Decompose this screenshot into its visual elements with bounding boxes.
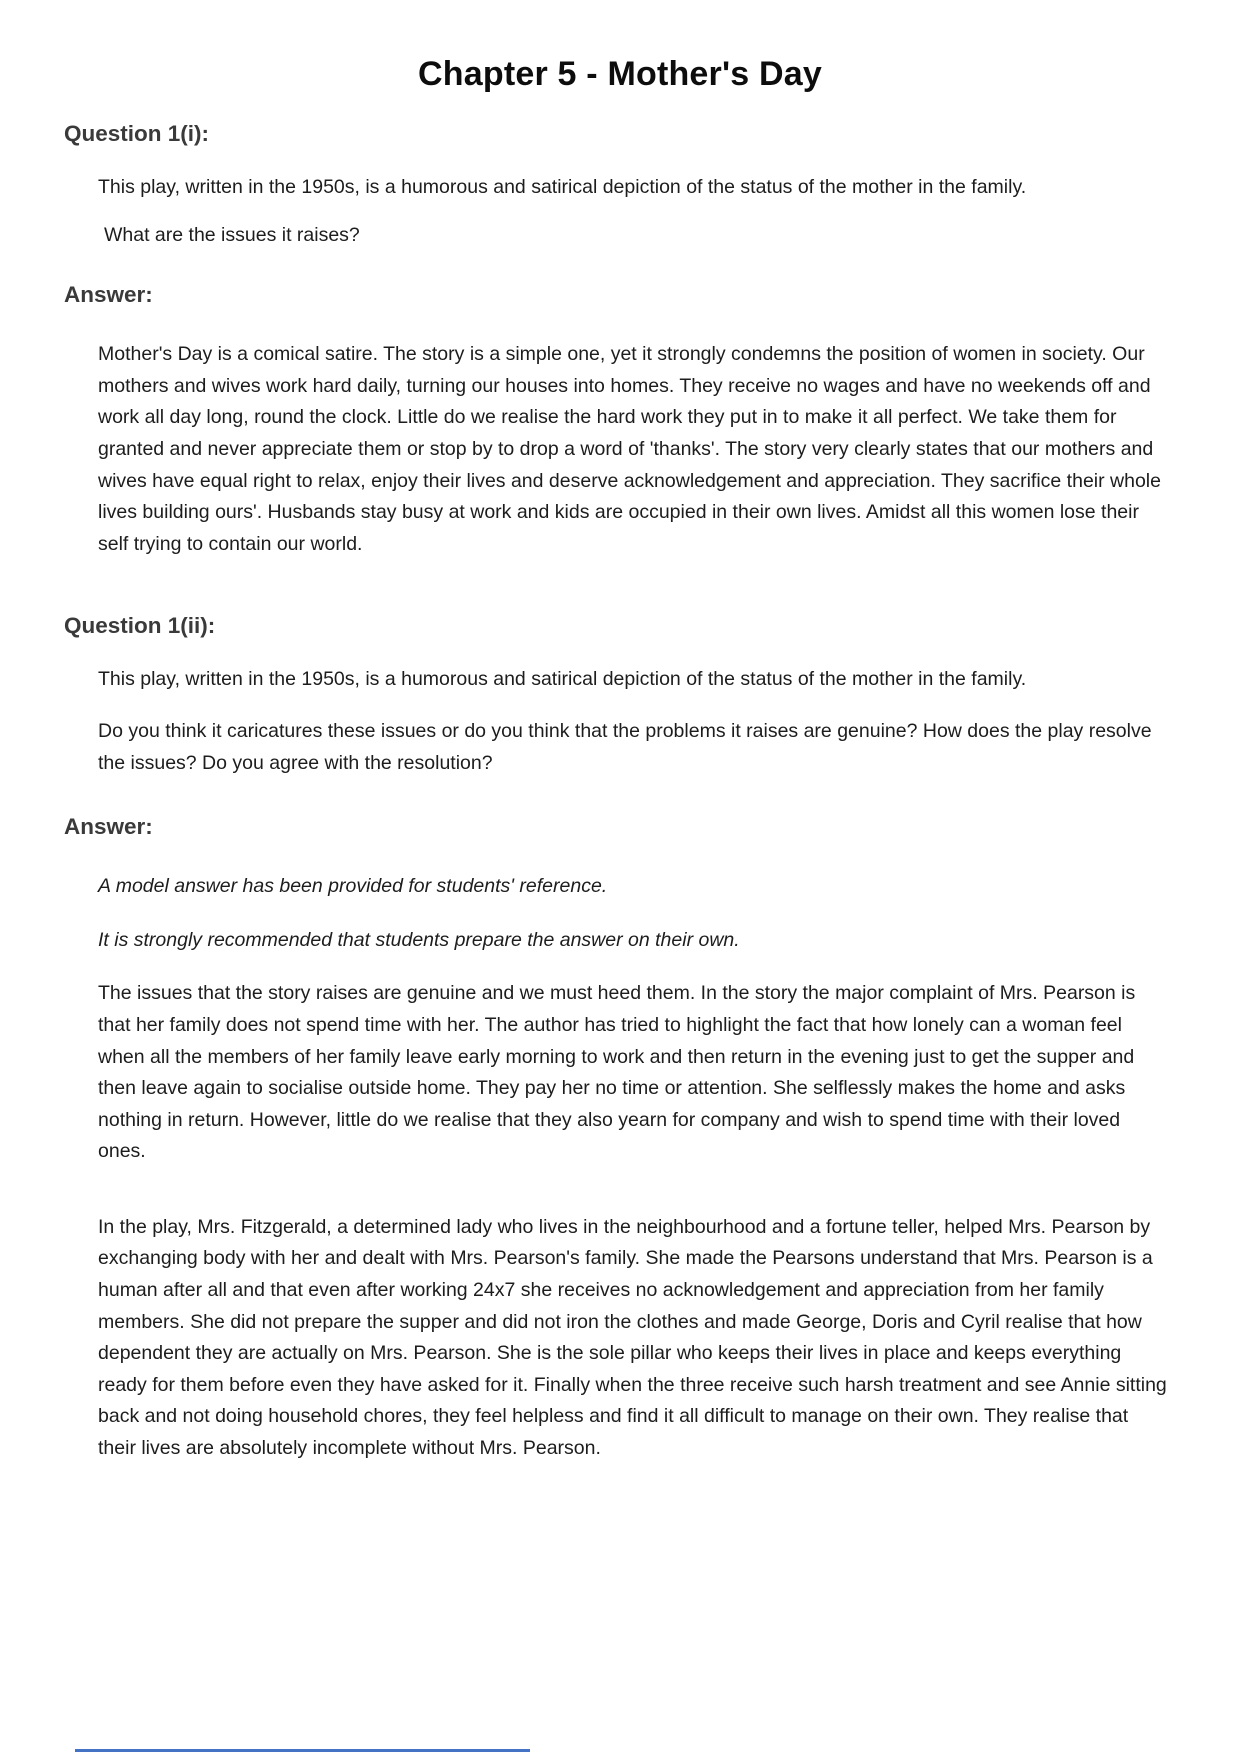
answer-1ii-body-paragraph-2: In the play, Mrs. Fitzgerald, a determined lady who lives in the neighbourhood and a fortune teller, helped Mrs. Pearson by exchanging body with her and dealt with Mrs. Pearson's family. She made the Pearsons understand that Mrs. Pearson is a human after all and that even after working 24x7 she receives no acknowledgement and appreciation from her family members. She did not prepare the supper and did not iron the clothes and made George, Doris and Cyril realise that how dependent they are actually on Mrs. Pearson. She is the sole pillar who keeps their lives in place and keeps everything ready for them before even they have asked for it. Finally when the three receive such harsh treatment and see Annie sitting back and not doing household chores, they feel helpless and find it all difficult to manage on their own. They realise that their lives are absolutely incomplete without Mrs. Pearson.	[98, 1215, 1167, 1460]
question-1i-section	[0, 120, 1240, 251]
question-1ii-question-text: Do you think it caricatures these issues or do you think that the problems it raises are genuine? How does the play resolve the issues? Do you agree with the resolution?	[98, 719, 1152, 774]
answer-1i-body-text: Mother's Day is a comical satire. The story is a simple one, yet it strongly condemns the position of women in society. Our mothers and wives work hard daily, turning our houses into homes. They receive no wages and have no weekends off and work all day long, round the clock. Little do we realise the hard work they put in to make it all perfect. We take them for granted and never appreciate them or stop by to drop a word of 'thanks'. The story very clearly states that our mothers and wives have equal right to relax, enjoy their lives and deserve acknowledgement and appreciation. They sacrifice their whole lives building ours'. Husbands stay busy at work and kids are occupied in their own lives. Amidst all this women lose their self trying to contain our world.	[98, 343, 1161, 555]
model-answer-note-line-1: A model answer has been provided for students' reference.	[98, 875, 608, 898]
answer-1ii-section	[0, 813, 1240, 1465]
question-1i-question-text: What are the issues it raises?	[104, 223, 360, 246]
answer-1i-section	[0, 281, 1240, 560]
question-1ii-heading: Question 1(ii):	[64, 613, 216, 639]
answer-1ii-body-paragraph-1: The issues that the story raises are genuine and we must heed them. In the story the major complaint of Mrs. Pearson is that her family does not spend time with her. The author has tried to highlight the fact that how lonely can a woman feel when all the members of her family leave early morning to work and then return in the evening just to get the supper and then leave again to socialise outside home. They pay her no time or attention. She selflessly makes the home and asks nothing in return. However, little do we realise that they also yearn for company and wish to spend time with their loved ones.	[98, 982, 1136, 1163]
question-1ii-intro-text: This play, written in the 1950s, is a humorous and satirical depiction of the status of the mother in the family.	[98, 668, 1027, 691]
model-answer-note-line-2: It is strongly recommended that students prepare the answer on their own.	[98, 928, 740, 951]
answer-1i-heading: Answer:	[64, 282, 153, 308]
question-1i-intro-text: This play, written in the 1950s, is a humorous and satirical depiction of the status of the mother in the family.	[98, 176, 1027, 198]
question-1i-heading: Question 1(i):	[64, 121, 209, 146]
question-1ii-section	[0, 612, 1240, 779]
answer-1ii-heading: Answer:	[64, 814, 153, 840]
page-title: Chapter 5 - Mother's Day	[418, 55, 822, 93]
